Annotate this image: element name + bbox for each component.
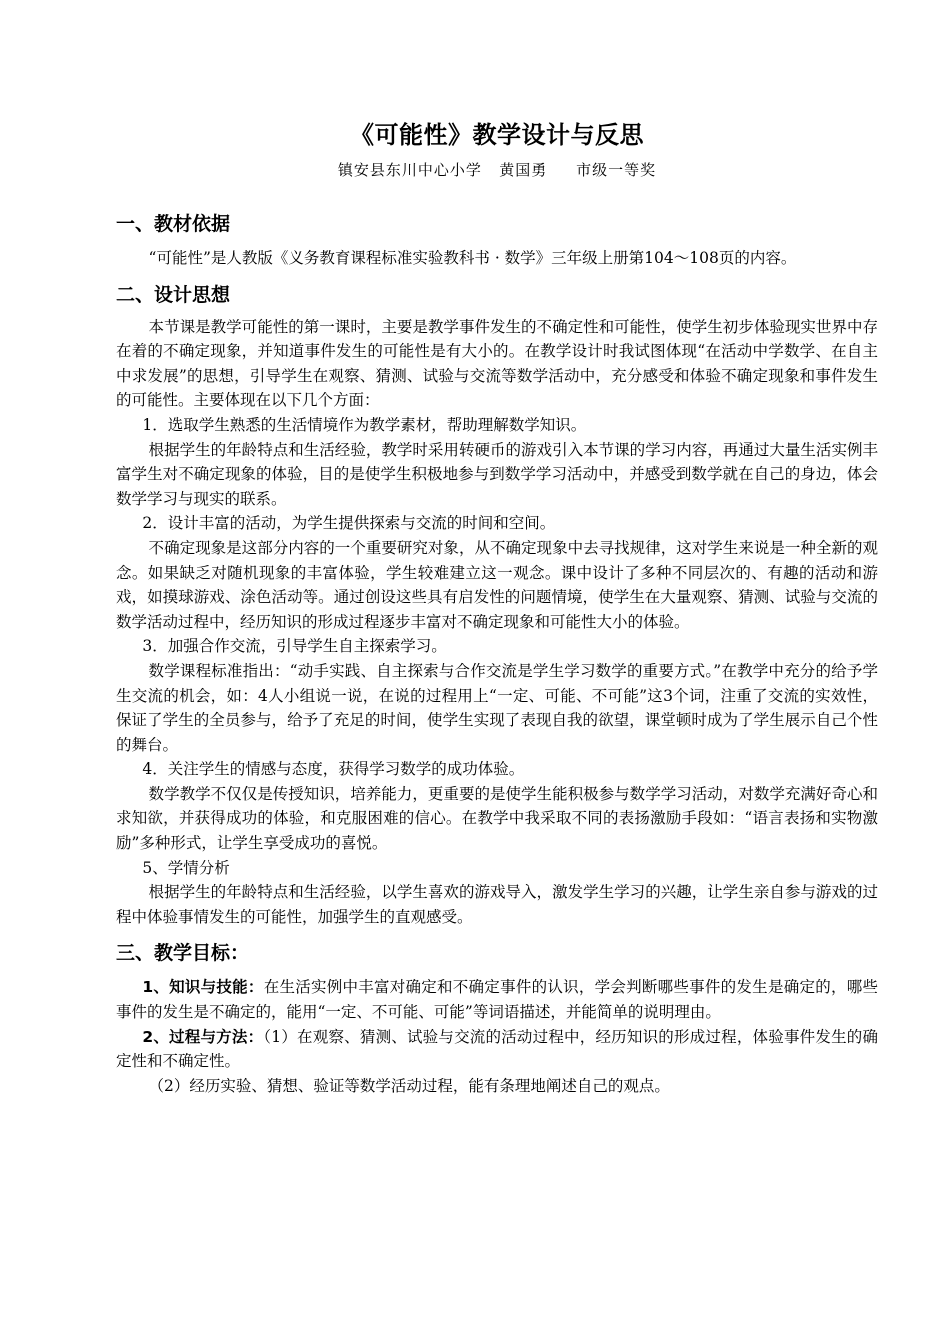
design-point-5-text: 根据学生的年龄特点和生活经验，以学生喜欢的游戏导入，激发学生学习的兴趣，让学生亲自参与游戏的过程中体验事情发生的可能性，加强学生的直观感受。 [116,883,878,926]
section-heading-material: 一、教材依据 [116,213,231,235]
design-point-2: 2．设计丰富的活动，为学生提供探索与交流的时间和空间。 [142,514,556,533]
design-point-3: 3．加强合作交流，引导学生自主探索学习。 [142,637,447,656]
goal-1 [116,975,878,1024]
design-point-2-text: 不确定现象是这部分内容的一个重要研究对象，从不确定现象中去寻找规律，这对学生来说是一种全新的观念。如果缺乏对随机现象的丰富体验，学生较难建立这一观念。课中设计了多种不同层次的、有趣的活动和游戏，如摸球游戏、涂色活动等。通过创设这些具有启发性的问题情境，使学生在大量观察、猜测、试验与交流的数学活动过程中，经历知识的形成过程逐步丰富对不确定现象和可能性大小的体验。 [116,538,878,631]
author-line: 镇安县东川中心小学 黄国勇 市级一等奖 [337,161,657,179]
design-point-5: 5、学情分析 [142,858,230,877]
design-intro-paragraph: 本节课是教学可能性的第一课时，主要是教学事件发生的不确定性和可能性，使学生初步体验现实世界中存在着的不确定现象，并知道事件发生的可能性是有大小的。在教学设计时我试图体现“在活动中学数学、在自主中求发展”的思想，引导学生在观察、猜测、试验与交流等数学活动中，充分感受和体验不确定现象和事件发生的可能性。主要体现在以下几个方面： [116,317,878,410]
section-heading-design: 二、设计思想 [116,283,231,306]
design-point-1: 1．选取学生熟悉的生活情境作为教学素材，帮助理解数学知识。 [142,415,587,434]
goal-1-lead: 1、知识与技能： [142,978,264,997]
section-heading-goals: 三、教学目标： [116,942,250,965]
material-paragraph: “可能性”是人教版《义务教育课程标准实验教科书 · 数学》三年级上册第104～108页的内容。 [148,249,797,267]
design-point-4-text: 数学教学不仅仅是传授知识，培养能力，更重要的是使学生能积极参与数学学习活动，对数学充满好奇心和求知欲，并获得成功的体验，和克服困难的信心。在教学中我采取不同的表扬激励手段如：“语言表扬和实物激励”多种形式，让学生享受成功的喜悦。 [116,784,878,853]
goal-1-text: 在生活实例中丰富对确定和不确定事件的认识，学会判断哪些事件的发生是确定的，哪些事件的发生是不确定的，能用“一定、不可能、可能”等词语描述，并能简单的说明理由。 [116,978,878,1022]
design-point-4: 4．关注学生的情感与态度，获得学习数学的成功体验。 [142,760,525,779]
goal-2 [116,1025,878,1074]
design-point-3-text: 数学课程标准指出：“动手实践、自主探索与合作交流是学生学习数学的重要方式。”在教学中充分的给予学生交流的机会，如：4人小组说一说，在说的过程用上“一定、可能、不可能”这3个词，注重了交流的实效性，保证了学生的全员参与，给予了充足的时间，使学生实现了表现自我的欲望，课堂顿时成为了学生展示自己个性的舞台。 [116,661,878,754]
document-title: 《可能性》教学设计与反思 [350,121,644,149]
goal-2-sub: （2）经历实验、猜想、验证等数学活动过程，能有条理地阐述自己的观点。 [148,1076,670,1095]
design-point-1-text: 根据学生的年龄特点和生活经验，教学时采用转硬币的游戏引入本节课的学习内容，再通过大量生活实例丰富学生对不确定现象的体验，目的是使学生积极地参与到数学学习活动中，并感受到数学就在自己的身边，体会数学学习与现实的联系。 [116,440,878,508]
goal-2-lead: 2、过程与方法： [142,1027,264,1046]
document-page [116,118,878,1098]
goal-2-text: （1）在观察、猜测、试验与交流的活动过程中，经历知识的形成过程，体验事件发生的确定性和不确定性。 [116,1027,878,1071]
